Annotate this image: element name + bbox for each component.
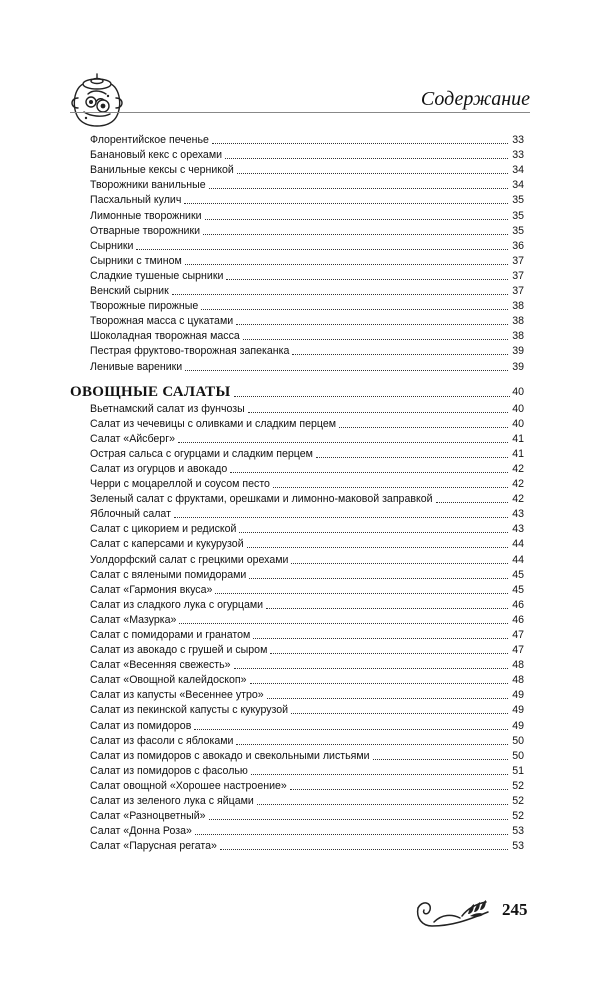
toc-list-salads — [90, 401, 524, 854]
toc-entry[interactable] — [90, 328, 524, 343]
toc-entry-title: Салат из чечевицы с оливками и сладким перцем — [90, 417, 337, 430]
dot-leader — [172, 294, 508, 295]
dot-leader — [185, 264, 508, 265]
toc-entry-page: 45 — [512, 583, 524, 596]
toc-entry-page: 33 — [512, 149, 524, 162]
dot-leader — [184, 203, 508, 204]
toc-entry[interactable] — [90, 748, 524, 763]
toc-entry-page: 49 — [512, 689, 524, 702]
toc-entry-page: 43 — [512, 523, 524, 536]
toc-entry[interactable] — [90, 702, 524, 717]
toc-entry-page: 38 — [512, 315, 524, 328]
toc-entry-page: 51 — [512, 764, 524, 777]
toc-entry[interactable] — [90, 642, 524, 657]
toc-entry-page: 34 — [512, 179, 524, 192]
header-divider — [70, 112, 530, 113]
toc-entry-title: Салат «Мазурка» — [90, 613, 177, 626]
dot-leader — [292, 354, 508, 355]
toc-entry[interactable] — [90, 298, 524, 313]
toc-entry[interactable] — [90, 808, 524, 823]
toc-entry-page: 44 — [512, 553, 524, 566]
toc-entry-title: Зеленый салат с фруктами, орешками и лимонно-маковой заправкой — [90, 493, 433, 506]
toc-entry-page: 44 — [512, 538, 524, 551]
toc-entry[interactable] — [90, 597, 524, 612]
dot-leader — [373, 759, 508, 760]
toc-entry-title: Салат «Разноцветный» — [90, 810, 206, 823]
dot-leader — [185, 370, 508, 371]
toc-entry[interactable] — [90, 838, 524, 853]
dot-leader — [270, 653, 508, 654]
toc-entry-title: Сладкие тушеные сырники — [90, 269, 224, 282]
toc-entry[interactable] — [90, 476, 524, 491]
dot-leader — [234, 396, 511, 397]
page-number: 245 — [502, 900, 528, 919]
toc-entry-page: 35 — [512, 194, 524, 207]
toc-entry-page: 48 — [512, 674, 524, 687]
toc-entry-title: Яблочный салат — [90, 508, 171, 521]
toc-entry[interactable] — [90, 207, 524, 222]
toc-entry-title: Уолдорфский салат с грецкими орехами — [90, 553, 289, 566]
toc-entry-title: Шоколадная творожная масса — [90, 330, 240, 343]
toc-entry-title: Салат из зеленого лука с яйцами — [90, 795, 254, 808]
toc-entry-title: Салат с помидорами и гранатом — [90, 629, 251, 641]
toc-entry[interactable] — [90, 491, 524, 506]
dot-leader — [136, 249, 508, 250]
toc-entry-page: 42 — [512, 462, 524, 475]
toc-entry[interactable] — [90, 238, 524, 253]
toc-entry-page: 40 — [512, 402, 524, 415]
page-title: Содержание — [420, 88, 530, 110]
dot-leader — [266, 608, 508, 609]
dot-leader — [209, 188, 508, 189]
toc-entry-page: 37 — [512, 285, 524, 298]
dot-leader — [247, 547, 508, 548]
toc-entry-title: Салат с цикорием и редиской — [90, 523, 237, 536]
dot-leader — [205, 219, 508, 220]
toc-entry-page: 46 — [512, 613, 524, 626]
toc-entry-page: 37 — [512, 269, 524, 282]
toc-entry[interactable] — [90, 536, 524, 551]
toc-entry-page: 49 — [512, 719, 524, 732]
toc-entry[interactable] — [90, 657, 524, 672]
dot-leader — [253, 638, 508, 639]
toc-entry-page: 39 — [512, 345, 524, 358]
toc-entry[interactable] — [90, 763, 524, 778]
toc-entry-page: 35 — [512, 224, 524, 237]
toc-entry[interactable] — [90, 446, 524, 461]
toc-entry[interactable] — [90, 521, 524, 536]
dot-leader — [339, 427, 508, 428]
toc-entry-title: Салат из помидоров с фасолью — [90, 764, 248, 777]
toc-entry[interactable] — [90, 343, 524, 358]
toc-entry[interactable] — [90, 162, 524, 177]
dot-leader — [237, 173, 508, 174]
toc-entry[interactable] — [90, 223, 524, 238]
dot-leader — [267, 698, 508, 699]
dot-leader — [239, 532, 508, 533]
section-heading[interactable] — [70, 377, 524, 401]
dot-leader — [291, 563, 508, 564]
toc-entry-title: Черри с моцареллой и соусом песто — [90, 478, 270, 491]
toc-entry-page: 47 — [512, 644, 524, 657]
dot-leader — [316, 457, 508, 458]
leaf-ornament-icon — [412, 892, 504, 932]
dot-leader — [251, 774, 508, 775]
toc-entry[interactable] — [90, 461, 524, 476]
toc-entry[interactable] — [90, 283, 524, 298]
toc-entry-title: Венский сырник — [90, 285, 169, 298]
dot-leader — [174, 517, 508, 518]
dot-leader — [273, 487, 508, 488]
toc-entry-title: Салат «Овощной калейдоскоп» — [90, 674, 247, 687]
dot-leader — [249, 578, 508, 579]
toc-entry[interactable] — [90, 147, 524, 162]
dot-leader — [225, 158, 508, 159]
toc-entry[interactable] — [90, 733, 524, 748]
dot-leader — [236, 324, 508, 325]
toc-entry[interactable] — [90, 717, 524, 732]
toc-entry-title: Салат из авокадо с грушей и сыром — [90, 644, 268, 657]
toc-entry-page: 45 — [512, 568, 524, 581]
toc-entry-page: 41 — [512, 447, 524, 460]
dot-leader — [234, 668, 508, 669]
toc-entry-title: Салат из помидоров с авокадо и свекольными листьями — [90, 749, 370, 762]
toc-entry-page: 52 — [512, 810, 524, 823]
dot-leader — [236, 744, 508, 745]
toc-entry-page: 47 — [512, 629, 524, 641]
toc-entry-title: Салат из капусты «Весеннее утро» — [90, 689, 264, 702]
dot-leader — [257, 804, 508, 805]
toc-entry-title: Флорентийское печенье — [90, 134, 209, 147]
dot-leader — [178, 442, 508, 443]
toc-entry-page: 34 — [512, 164, 524, 177]
dot-leader — [220, 849, 508, 850]
dot-leader — [250, 683, 508, 684]
toc-entry-title: Творожники ванильные — [90, 179, 206, 192]
toc-entry-page: 49 — [512, 704, 524, 717]
toc-entry-page: 53 — [512, 825, 524, 838]
toc-entry-title: Салат «Айсберг» — [90, 432, 175, 445]
dot-leader — [209, 819, 508, 820]
toc-entry-page: 50 — [512, 734, 524, 747]
toc-entry-page: 46 — [512, 598, 524, 611]
toc-entry[interactable] — [90, 506, 524, 521]
section-page-number: 40 — [512, 385, 524, 398]
toc-entry[interactable] — [90, 268, 524, 283]
toc-entry[interactable] — [90, 823, 524, 838]
toc-entry[interactable] — [90, 778, 524, 793]
dot-leader — [179, 623, 508, 624]
toc-entry-page: 50 — [512, 749, 524, 762]
toc-entry-page: 40 — [512, 417, 524, 430]
toc-entry-title: Ванильные кексы с черникой — [90, 164, 234, 177]
toc-entry[interactable] — [90, 192, 524, 207]
toc-entry-title: Сырники с тмином — [90, 254, 182, 267]
toc-entry-title: Салат из фасоли с яблоками — [90, 734, 234, 747]
toc-entry-page: 42 — [512, 493, 524, 506]
toc-entry-title: Вьетнамский салат из фунчозы — [90, 402, 245, 415]
toc-entry-title: Лимонные творожники — [90, 209, 202, 222]
toc-entry-page: 37 — [512, 254, 524, 267]
toc-entry-page: 42 — [512, 478, 524, 491]
toc-entry[interactable] — [90, 431, 524, 446]
toc-entry[interactable] — [90, 551, 524, 566]
toc-entry-title: Салат из сладкого лука с огурцами — [90, 598, 264, 611]
toc-entry-page: 53 — [512, 840, 524, 853]
toc-entry-page: 52 — [512, 795, 524, 808]
dot-leader — [203, 234, 508, 235]
toc-entry-title: Пасхальный кулич — [90, 194, 182, 207]
toc-entry[interactable] — [90, 177, 524, 192]
dot-leader — [436, 502, 508, 503]
toc-entry-title: Салат с вялеными помидорами — [90, 568, 247, 581]
toc-entry-title: Творожные пирожные — [90, 300, 199, 313]
table-of-contents — [70, 132, 524, 853]
toc-entry-page: 38 — [512, 300, 524, 313]
toc-entry[interactable] — [90, 253, 524, 268]
dot-leader — [194, 729, 508, 730]
toc-entry-page: 38 — [512, 330, 524, 343]
toc-entry-page: 39 — [512, 360, 524, 373]
pot-logo-icon — [66, 68, 128, 130]
section-title: ОВОЩНЫЕ САЛАТЫ — [70, 383, 231, 400]
toc-entry[interactable] — [90, 567, 524, 582]
toc-list-baking — [90, 132, 524, 374]
toc-entry-title: Ленивые вареники — [90, 360, 183, 373]
toc-entry-title: Банановый кекс с орехами — [90, 149, 223, 162]
toc-entry-title: Пестрая фруктово-творожная запеканка — [90, 345, 290, 358]
toc-entry-title: Творожная масса с цукатами — [90, 315, 234, 328]
toc-entry-title: Отварные творожники — [90, 224, 201, 237]
toc-entry[interactable] — [90, 313, 524, 328]
toc-entry[interactable] — [90, 672, 524, 687]
toc-entry-page: 36 — [512, 239, 524, 252]
dot-leader — [248, 412, 508, 413]
dot-leader — [212, 143, 508, 144]
toc-entry-title: Салат с каперсами и кукурузой — [90, 538, 244, 551]
dot-leader — [195, 834, 508, 835]
toc-entry[interactable] — [90, 582, 524, 597]
toc-entry-title: Сырники — [90, 239, 134, 252]
toc-entry-page: 43 — [512, 508, 524, 521]
toc-entry-title: Салат из помидоров — [90, 719, 192, 732]
toc-entry[interactable] — [90, 401, 524, 416]
toc-entry[interactable] — [90, 627, 524, 642]
dot-leader — [243, 339, 508, 340]
dot-leader — [226, 279, 508, 280]
dot-leader — [291, 713, 508, 714]
toc-entry-title: Салат «Парусная регата» — [90, 840, 217, 853]
dot-leader — [215, 593, 508, 594]
toc-entry-title: Острая сальса с огурцами и сладким перцем — [90, 447, 313, 460]
toc-entry[interactable] — [90, 687, 524, 702]
toc-entry[interactable] — [90, 793, 524, 808]
toc-entry[interactable] — [90, 416, 524, 431]
toc-entry-page: 52 — [512, 779, 524, 792]
toc-entry-page: 41 — [512, 432, 524, 445]
toc-entry[interactable] — [90, 132, 524, 147]
toc-entry-title: Салат «Гармония вкуса» — [90, 583, 213, 596]
toc-entry-title: Салат «Весенняя свежесть» — [90, 659, 231, 672]
dot-leader — [290, 789, 508, 790]
dot-leader — [201, 309, 508, 310]
toc-entry-title: Салат из пекинской капусты с кукурузой — [90, 704, 289, 717]
toc-entry-title: Салат овощной «Хорошее настроение» — [90, 779, 287, 792]
toc-entry-title: Салат из огурцов и авокадо — [90, 462, 228, 475]
toc-entry-title: Салат «Донна Роза» — [90, 825, 192, 838]
toc-entry-page: 35 — [512, 209, 524, 222]
dot-leader — [230, 472, 508, 473]
toc-entry[interactable] — [90, 612, 524, 627]
toc-entry[interactable] — [90, 358, 524, 373]
toc-entry-page: 33 — [512, 134, 524, 147]
toc-entry-page: 48 — [512, 659, 524, 672]
